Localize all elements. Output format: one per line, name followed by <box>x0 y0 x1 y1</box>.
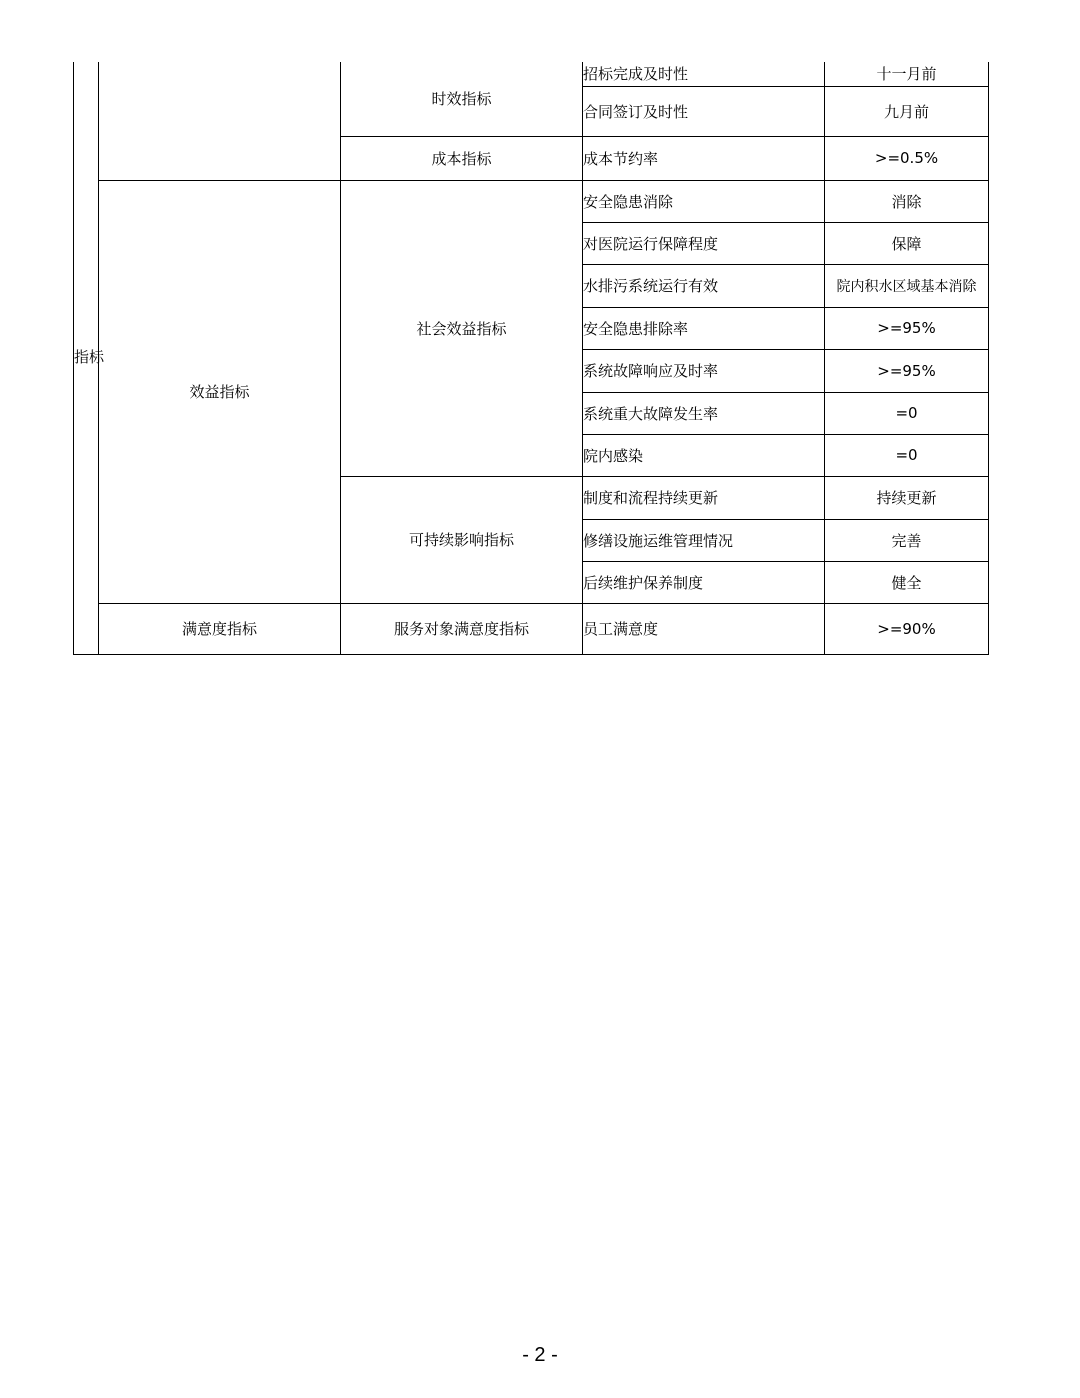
value-cell: 保障 <box>825 222 989 264</box>
subcategory-cell-service: 服务对象满意度指标 <box>341 603 583 654</box>
value-cell: 完善 <box>825 519 989 561</box>
subcategory-cell-cost: 成本指标 <box>341 136 583 180</box>
subcategory-cell-timeliness: 时效指标 <box>341 62 583 136</box>
indicator-cell: 制度和流程持续更新 <box>583 476 825 519</box>
indicator-cell: 系统重大故障发生率 <box>583 392 825 434</box>
value-cell: =0 <box>825 392 989 434</box>
value-cell: >=0.5% <box>825 136 989 180</box>
indicator-cell: 员工满意度 <box>583 603 825 654</box>
category-cell-blank <box>99 62 341 180</box>
indicator-cell: 系统故障响应及时率 <box>583 349 825 392</box>
indicator-cell: 成本节约率 <box>583 136 825 180</box>
table-row <box>74 180 989 222</box>
value-cell: >=95% <box>825 349 989 392</box>
indicator-cell: 合同签订及时性 <box>583 86 825 136</box>
indicator-cell: 修缮设施运维管理情况 <box>583 519 825 561</box>
value-cell: 九月前 <box>825 86 989 136</box>
value-cell: 院内积水区域基本消除 <box>825 264 989 307</box>
indicator-cell: 招标完成及时性 <box>583 62 825 86</box>
value-cell: 消除 <box>825 180 989 222</box>
page-number: - 2 - <box>522 1344 558 1366</box>
indicator-cell: 后续维护保养制度 <box>583 561 825 603</box>
indicator-cell: 安全隐患消除 <box>583 180 825 222</box>
subcategory-cell-sustainability: 可持续影响指标 <box>341 476 583 603</box>
performance-indicator-table <box>73 62 989 655</box>
value-cell: 持续更新 <box>825 476 989 519</box>
value-cell: >=95% <box>825 307 989 349</box>
value-cell: >=90% <box>825 603 989 654</box>
subcategory-cell-social: 社会效益指标 <box>341 180 583 476</box>
category-cell-benefit: 效益指标 <box>99 180 341 603</box>
value-cell: 健全 <box>825 561 989 603</box>
value-cell: 十一月前 <box>825 62 989 86</box>
indicator-cell: 对医院运行保障程度 <box>583 222 825 264</box>
table-row <box>74 603 989 654</box>
category-cell-satisfaction: 满意度指标 <box>99 603 341 654</box>
indicator-cell: 水排污系统运行有效 <box>583 264 825 307</box>
table-row <box>74 62 989 86</box>
indicator-cell: 院内感染 <box>583 434 825 476</box>
category-cell-indicator: 指标 <box>74 62 99 654</box>
indicator-cell: 安全隐患排除率 <box>583 307 825 349</box>
value-cell: =0 <box>825 434 989 476</box>
